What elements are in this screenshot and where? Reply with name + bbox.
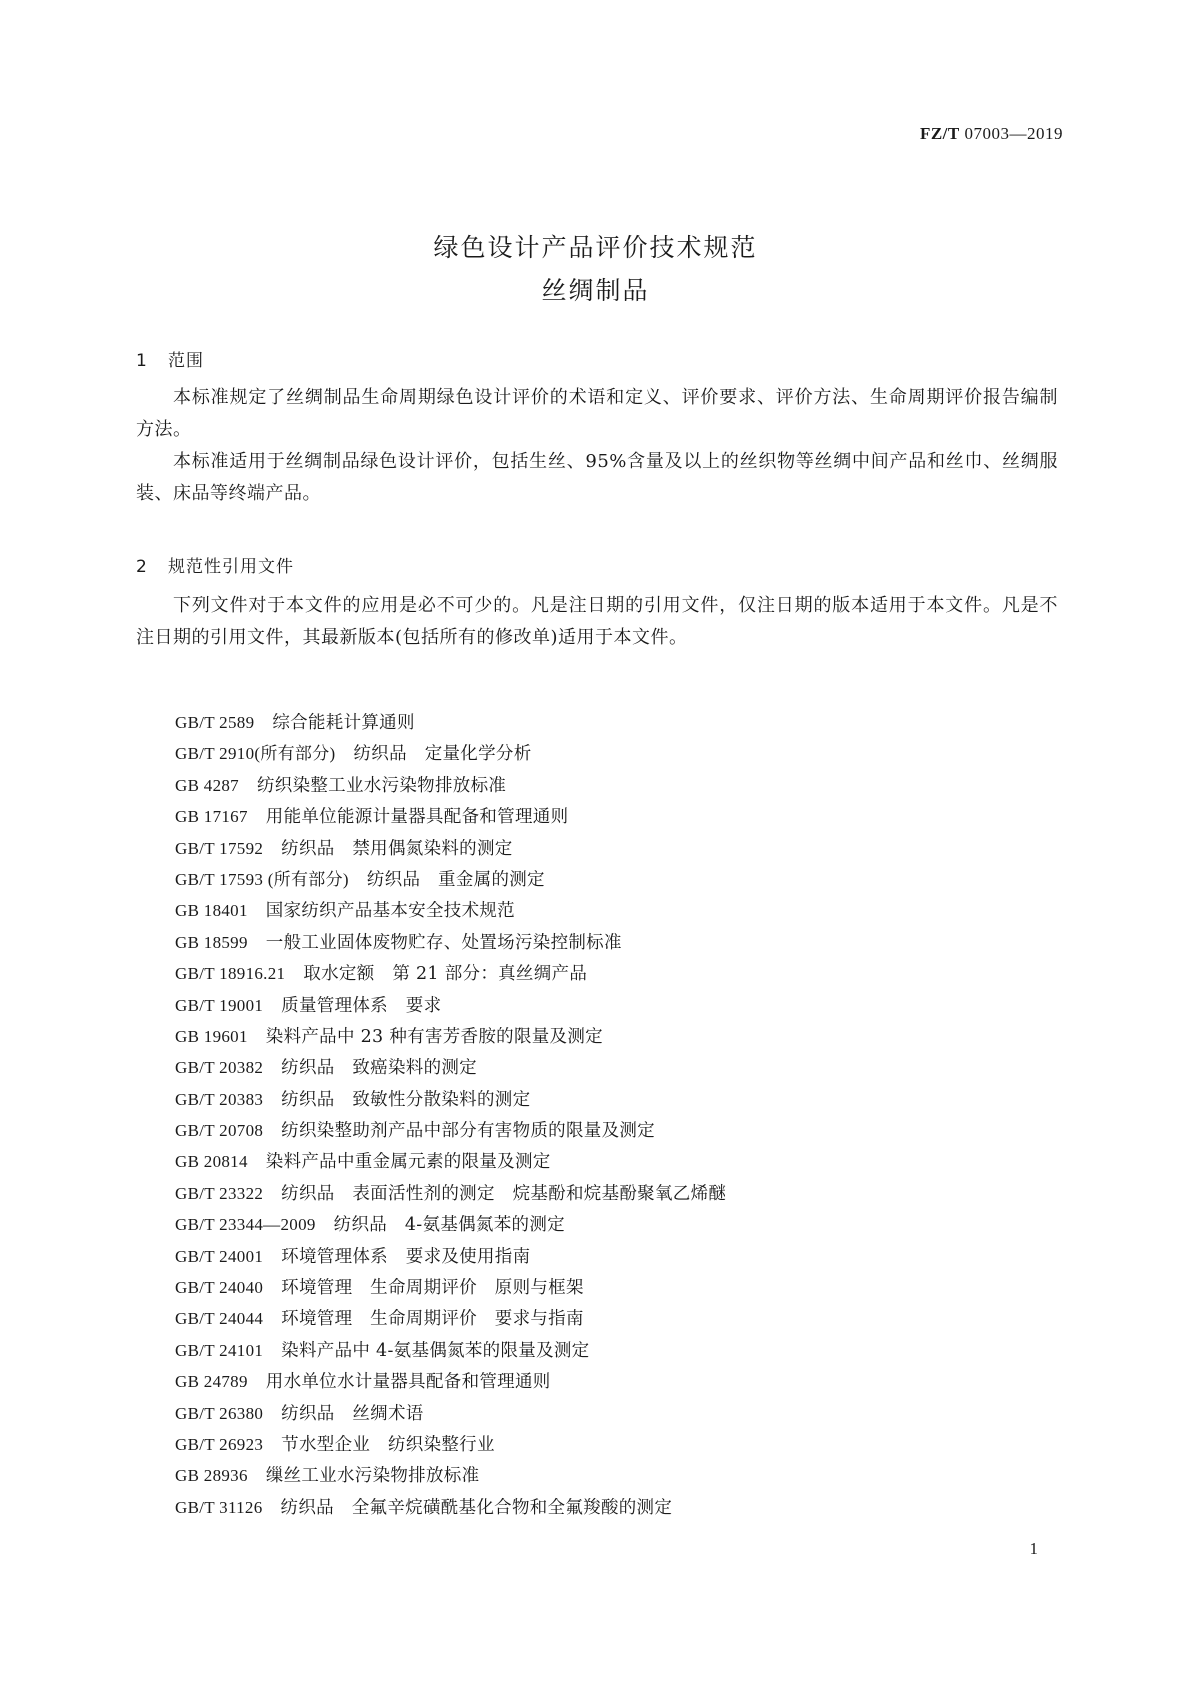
reference-code: GB/T 19001	[175, 995, 264, 1015]
reference-title: 纺织品 4-氨基偶氮苯的测定	[333, 1215, 565, 1236]
reference-title: 环境管理 生命周期评价 要求与指南	[281, 1309, 584, 1330]
reference-item	[175, 770, 726, 801]
reference-code: GB/T 2589	[175, 713, 255, 732]
reference-item	[175, 1460, 726, 1491]
reference-code: GB 19601	[175, 1026, 248, 1046]
reference-list	[175, 707, 726, 1523]
reference-title: 纺织品 丝绸术语	[281, 1403, 424, 1424]
reference-item	[175, 707, 726, 738]
reference-code: GB/T 26923	[175, 1434, 264, 1454]
reference-item	[175, 801, 726, 832]
reference-title: 缫丝工业水污染物排放标准	[265, 1466, 480, 1487]
reference-title: 取水定额 第 21 部分：真丝绸产品	[303, 964, 588, 985]
section-1-number: 1	[136, 351, 148, 371]
reference-code: GB 20814	[175, 1152, 248, 1172]
title-line-2: 丝绸制品	[541, 276, 650, 305]
reference-title: 用能单位能源计量器具配备和管理通则	[265, 807, 569, 828]
reference-title: 纺织品 致敏性分散染料的测定	[281, 1089, 531, 1110]
reference-title: 综合能耗计算通则	[272, 713, 415, 733]
reference-item	[175, 1335, 726, 1366]
reference-item	[175, 1272, 726, 1303]
reference-item	[175, 1115, 726, 1146]
standard-code	[920, 124, 1063, 144]
reference-code: GB/T 2910(所有部分)	[175, 744, 336, 764]
section-1-paragraph-2: 本标准适用于丝绸制品绿色设计评价，包括生丝、95%含量及以上的丝织物等丝绸中间产品和丝巾、丝绸服装、床品等终端产品。	[136, 451, 1058, 504]
reference-item	[175, 1429, 726, 1460]
reference-title: 一般工业固体废物贮存、处置场污染控制标准	[265, 932, 622, 953]
section-2-title: 规范性引用文件	[168, 557, 294, 577]
reference-item	[175, 864, 726, 895]
reference-code: GB/T 18916.21	[175, 964, 286, 984]
reference-item	[175, 990, 726, 1021]
reference-item	[175, 1021, 726, 1052]
reference-code: GB/T 24101	[175, 1340, 264, 1360]
reference-code: GB 4287	[175, 775, 239, 795]
reference-code: GB/T 26380	[175, 1403, 264, 1423]
document-title	[0, 226, 1191, 312]
reference-code: GB/T 24040	[175, 1278, 264, 1298]
reference-item	[175, 1303, 726, 1334]
reference-code: GB 24789	[175, 1372, 248, 1392]
reference-title: 纺织染整助剂产品中部分有害物质的限量及测定	[281, 1121, 655, 1142]
reference-item	[175, 1398, 726, 1429]
reference-code: GB 18599	[175, 932, 248, 952]
reference-code: GB/T 17593 (所有部分)	[175, 869, 349, 889]
title-line-1: 绿色设计产品评价技术规范	[433, 233, 758, 262]
reference-item	[175, 1178, 726, 1209]
reference-code: GB/T 31126	[175, 1497, 263, 1517]
reference-title: 染料产品中重金属元素的限量及测定	[265, 1152, 551, 1173]
reference-title: 环境管理体系 要求及使用指南	[281, 1246, 531, 1267]
reference-title: 纺织品 全氟辛烷磺酰基化合物和全氟羧酸的测定	[280, 1497, 673, 1518]
reference-title: 国家纺织产品基本安全技术规范	[265, 901, 515, 922]
section-2-number: 2	[136, 557, 148, 577]
reference-title: 用水单位水计量器具配备和管理通则	[265, 1372, 551, 1393]
standard-code-number: 07003—2019	[964, 124, 1063, 143]
reference-code: GB/T 23322	[175, 1183, 264, 1203]
reference-title: 纺织品 致癌染料的测定	[281, 1058, 477, 1079]
reference-title: 节水型企业 纺织染整行业	[281, 1434, 495, 1455]
standard-code-prefix: FZ/T	[919, 124, 960, 143]
section-1-paragraph-1: 本标准规定了丝绸制品生命周期绿色设计评价的术语和定义、评价要求、评价方法、生命周期评价报告编制方法。	[136, 387, 1058, 440]
reference-item	[175, 1146, 726, 1177]
section-1-title: 范围	[168, 351, 204, 371]
reference-item	[175, 1492, 726, 1523]
reference-title: 质量管理体系 要求	[281, 995, 442, 1016]
reference-item	[175, 738, 726, 769]
reference-code: GB/T 24001	[175, 1246, 264, 1266]
reference-code: GB/T 20708	[175, 1121, 264, 1141]
reference-code: GB 28936	[175, 1466, 248, 1486]
reference-code: GB/T 17592	[175, 838, 264, 858]
reference-item	[175, 895, 726, 926]
reference-title: 染料产品中 23 种有害芳香胺的限量及测定	[265, 1026, 603, 1047]
reference-title: 环境管理 生命周期评价 原则与框架	[281, 1278, 584, 1299]
reference-item	[175, 1366, 726, 1397]
section-1-heading	[136, 346, 204, 371]
reference-item	[175, 1052, 726, 1083]
reference-code: GB/T 24044	[175, 1309, 264, 1329]
reference-title: 纺织品 禁用偶氮染料的测定	[281, 838, 513, 859]
reference-title: 纺织染整工业水污染物排放标准	[256, 775, 507, 796]
reference-item	[175, 1084, 726, 1115]
reference-item	[175, 1241, 726, 1272]
reference-item	[175, 927, 726, 958]
reference-item	[175, 1209, 726, 1240]
reference-item	[175, 958, 726, 989]
section-2-heading	[136, 552, 294, 577]
reference-code: GB 18401	[175, 901, 248, 921]
reference-code: GB/T 23344—2009	[175, 1215, 316, 1235]
reference-title: 染料产品中 4-氨基偶氮苯的限量及测定	[281, 1340, 590, 1361]
reference-title: 纺织品 表面活性剂的测定 烷基酚和烷基酚聚氧乙烯醚	[281, 1183, 727, 1204]
reference-code: GB/T 20382	[175, 1058, 264, 1078]
section-2-intro: 下列文件对于本文件的应用是必不可少的。凡是注日期的引用文件，仅注日期的版本适用于本文件。凡是不注日期的引用文件，其最新版本(包括所有的修改单)适用于本文件。	[136, 595, 1058, 648]
page-number: 1	[1029, 1539, 1038, 1558]
reference-title: 纺织品 定量化学分析	[353, 744, 532, 765]
reference-code: GB 17167	[175, 807, 248, 827]
reference-code: GB/T 20383	[175, 1089, 264, 1109]
reference-title: 纺织品 重金属的测定	[366, 869, 545, 890]
reference-item	[175, 833, 726, 864]
